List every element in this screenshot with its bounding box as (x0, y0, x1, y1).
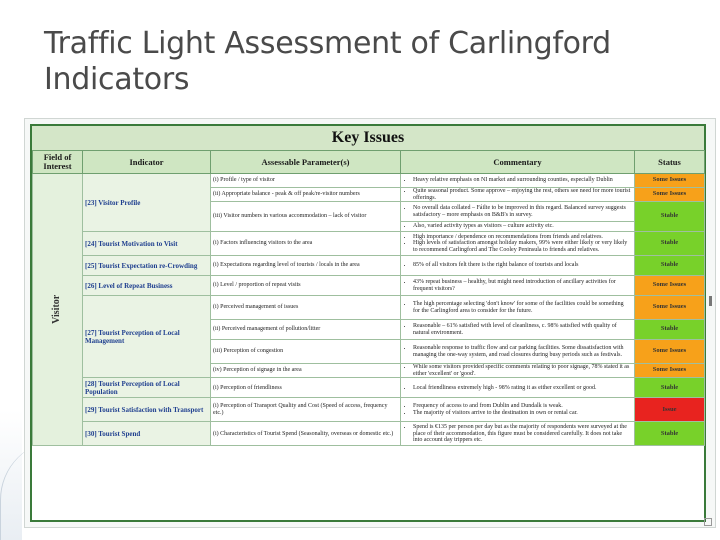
header-field: Field of Interest (33, 151, 83, 174)
parameter-cell: (i) Perception of Transport Quality and Cost (Speed of access, frequency etc.) (211, 398, 401, 422)
status-cell: Some Issues (635, 276, 705, 296)
resize-handle-icon (704, 518, 712, 526)
commentary-cell (401, 202, 635, 222)
comment-item: • Reasonable – 61% satisfied with level of cleanliness, c. 98% satisfied with quality of natural environment. (413, 323, 632, 336)
comment-item: • 43% repeat business – healthy, but might need introduction of ancillary activities for frequent visitors? (413, 279, 632, 292)
comment-item: • Heavy relative emphasis on NI market and surrounding counties, especially Dublin (413, 177, 632, 184)
indicator-cell: [28] Tourist Perception of Local Population (83, 378, 211, 398)
header-row (33, 151, 705, 174)
indicator-cell: [26] Level of Repeat Business (83, 276, 211, 296)
status-cell: Stable (635, 378, 705, 398)
comment-item: • High levels of satisfaction amongst holiday makers, 99% were either likely or very likely to recommend Carlingford and The Cooley Peninsula to friends and relatives. (413, 240, 632, 253)
parameter-cell: (i) Level / proportion of repeat visits (211, 276, 401, 296)
commentary-cell (401, 222, 635, 232)
key-issues-heading: Key Issues (32, 126, 704, 151)
parameter-cell: (ii) Perceived management of pollution/litter (211, 320, 401, 340)
parameter-cell: (i) Perception of friendliness (211, 378, 401, 398)
parameter-cell: (iii) Visitor numbers in various accommodation – lack of visitor (211, 202, 401, 232)
header-status: Status (635, 151, 705, 174)
commentary-cell (401, 188, 635, 202)
status-cell: Stable (635, 202, 705, 232)
status-cell: Stable (635, 232, 705, 256)
commentary-cell (401, 232, 635, 256)
field-cell (33, 174, 83, 446)
commentary-cell (401, 340, 635, 364)
status-cell: Some Issues (635, 174, 705, 188)
scroll-indicator (709, 296, 712, 306)
commentary-cell (401, 364, 635, 378)
status-cell: Some Issues (635, 188, 705, 202)
status-cell: Some Issues (635, 340, 705, 364)
commentary-cell (401, 378, 635, 398)
indicator-cell: [23] Visitor Profile (83, 174, 211, 232)
table-row (33, 276, 705, 296)
comment-item: • Reasonable response to traffic flow and car parking facilities. Some dissatisfaction with managing the one-way system, and road closures during busy periods such as festivals. (413, 345, 632, 358)
header-commentary: Commentary (401, 151, 635, 174)
comment-item: • Local friendliness extremely high - 98% rating it as either excellent or good. (413, 385, 632, 392)
header-indicator: Indicator (83, 151, 211, 174)
status-cell: Issue (635, 398, 705, 422)
parameter-cell: (i) Profile / type of visitor (211, 174, 401, 188)
comment-item: • 85% of all visitors felt there is the right balance of tourists and locals (413, 262, 632, 269)
commentary-cell (401, 276, 635, 296)
indicator-cell: [25] Tourist Expectation re-Crowding (83, 256, 211, 276)
comment-item: • No overall data collated – Fáilte to be improved in this regard. Balanced survey suggests satisfactory – more emphasis on B&B's in survey. (413, 205, 632, 218)
parameter-cell: (iii) Perception of congestion (211, 340, 401, 364)
commentary-cell (401, 320, 635, 340)
parameter-cell: (i) Factors influencing visitors to the area (211, 232, 401, 256)
commentary-cell (401, 174, 635, 188)
indicator-cell: [30] Tourist Spend (83, 422, 211, 446)
comment-item: • Quite seasonal product. Some approve – enjoying the rest, others see need for more tourist offerings. (413, 188, 632, 201)
comment-item: • The majority of visitors arrive to the destination in own or rental car. (413, 410, 632, 417)
commentary-cell (401, 398, 635, 422)
parameter-cell: (iv) Perception of signage in the area (211, 364, 401, 378)
parameter-cell: (ii) Appropriate balance - peak & off peak/re-visitor numbers (211, 188, 401, 202)
indicator-cell: [29] Tourist Satisfaction with Transport (83, 398, 211, 422)
comment-item: • Also, varied activity types as visitors – culture activity etc. (413, 223, 632, 230)
slide-title: Traffic Light Assessment of Carlingford Indicators (44, 26, 611, 97)
table-row (33, 378, 705, 398)
comment-item: • The high percentage selecting 'don't know' for some of the facilities could be something for the Carlingford area to consider for the future. (413, 301, 632, 314)
commentary-cell (401, 256, 635, 276)
table-row (33, 256, 705, 276)
status-cell: Some Issues (635, 364, 705, 378)
indicator-table (32, 150, 705, 446)
table-row (33, 296, 705, 320)
status-cell: Stable (635, 422, 705, 446)
table-row (33, 232, 705, 256)
parameter-cell: (i) Perceived management of issues (211, 296, 401, 320)
commentary-cell (401, 422, 635, 446)
header-parameter: Assessable Parameter(s) (211, 151, 401, 174)
indicator-cell: [27] Tourist Perception of Local Management (83, 296, 211, 378)
comment-item: • Spend is €135 per person per day but as the majority of respondents were surveyed at the place of their accommodation, this figure must be considered carefully. It does not take into account day trippers etc. (413, 424, 632, 444)
key-issues-table (30, 124, 706, 522)
status-cell: Stable (635, 256, 705, 276)
table-row (33, 174, 705, 188)
comment-item: • While some visitors provided specific comments relating to poor signage, 78% stated it as either 'excellent' or 'good'. (413, 364, 632, 377)
field-label: Visitor (51, 295, 63, 325)
indicator-cell: [24] Tourist Motivation to Visit (83, 232, 211, 256)
comment-item: • High importance / dependence on recommendations from friends and relatives. (413, 234, 632, 241)
status-cell: Some Issues (635, 296, 705, 320)
parameter-cell: (i) Expectations regarding level of tourists / locals in the area (211, 256, 401, 276)
table-row (33, 398, 705, 422)
table-row (33, 422, 705, 446)
comment-item: • Frequency of access to and from Dublin and Dundalk is weak. (413, 403, 632, 410)
status-cell: Stable (635, 320, 705, 340)
commentary-cell (401, 296, 635, 320)
parameter-cell: (i) Characteristics of Tourist Spend (Seasonality, overseas or domestic etc.) (211, 422, 401, 446)
